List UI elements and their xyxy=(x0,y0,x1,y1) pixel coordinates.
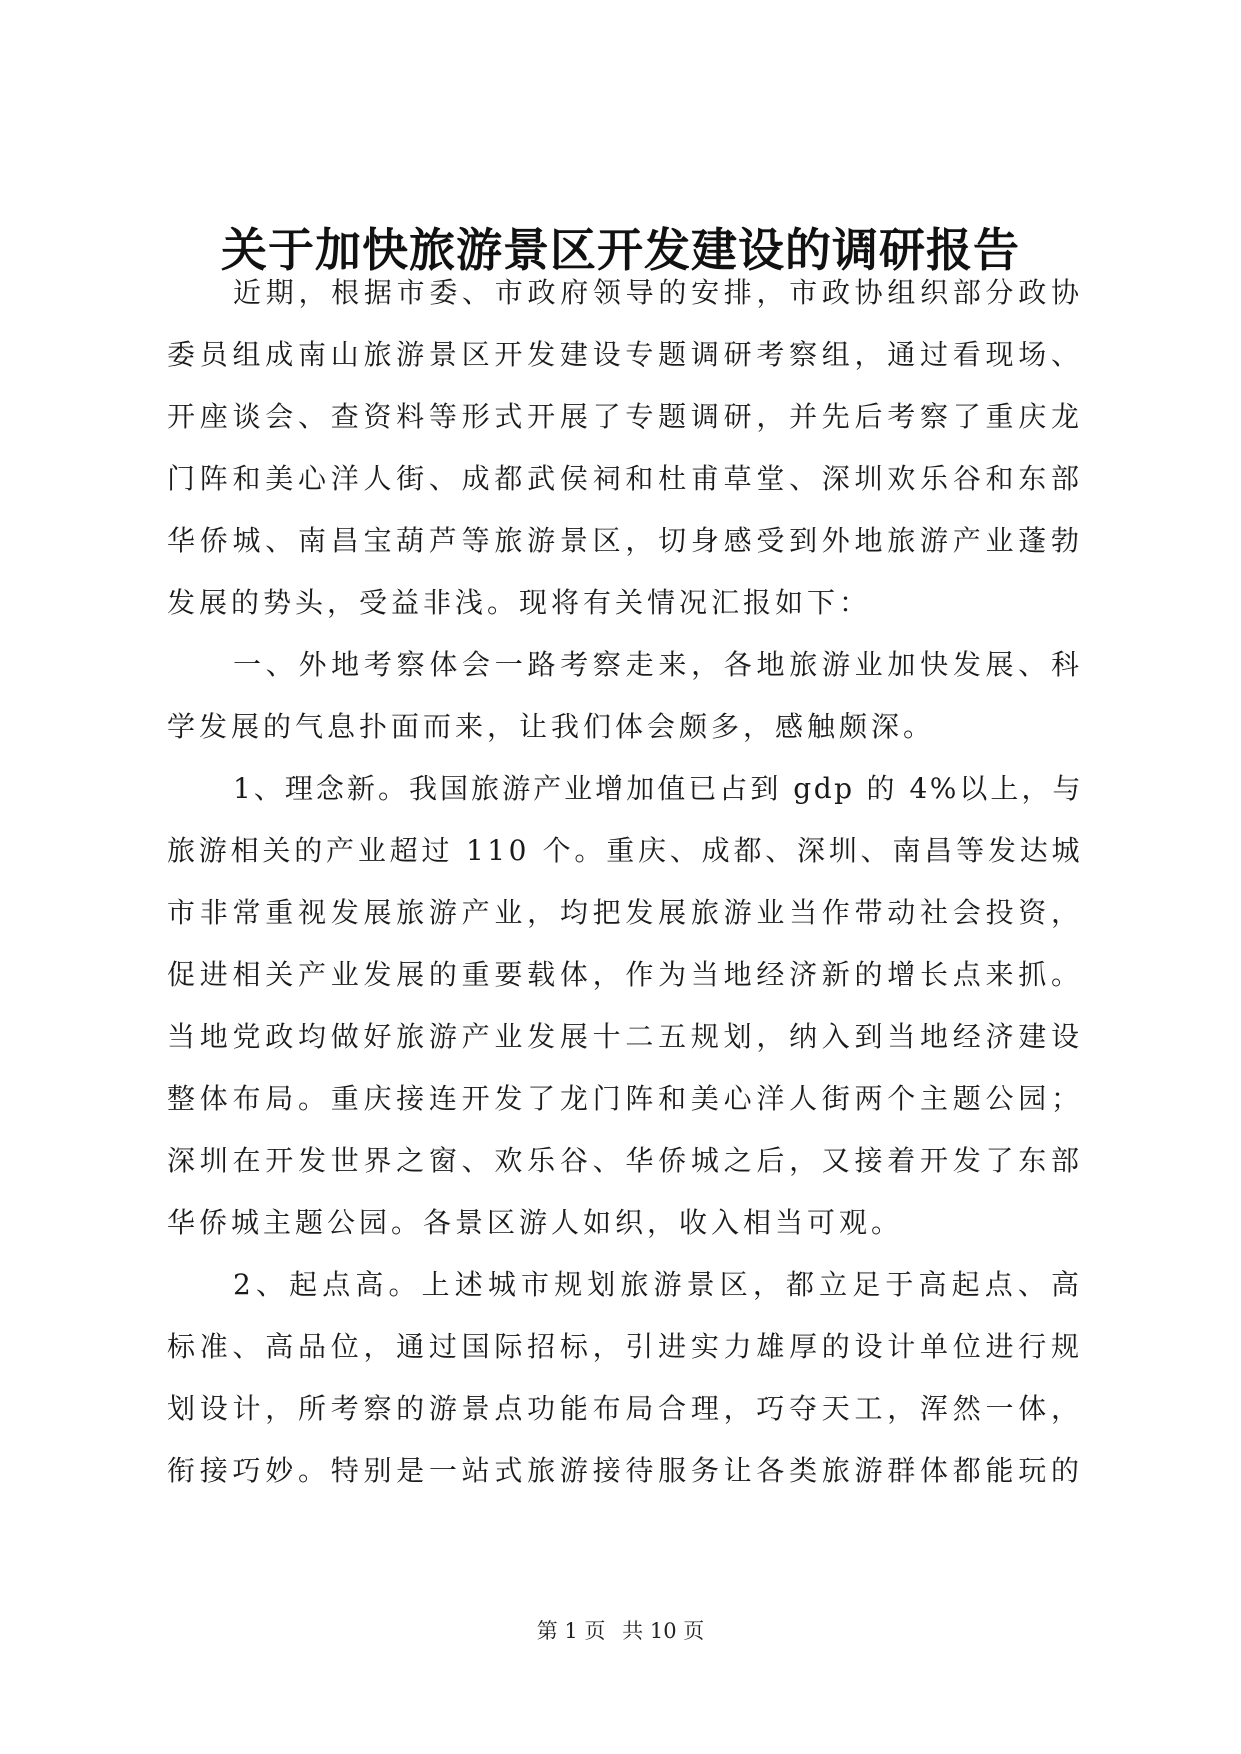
page-footer xyxy=(0,1617,1241,1645)
paragraph-line: 近期，根据市委、市政府领导的安排，市政协组织部分政协 xyxy=(233,276,1083,309)
paragraph xyxy=(167,1254,1083,1502)
paragraph-line: 市非常重视发展旅游产业，均把发展旅游业当作带动社会投资， xyxy=(167,896,1083,929)
paragraph-line: 衔接巧妙。特别是一站式旅游接待服务让各类旅游群体都能玩的 xyxy=(167,1454,1083,1487)
paragraph xyxy=(167,262,1083,634)
paragraph-line: 深圳在开发世界之窗、欢乐谷、华侨城之后，又接着开发了东部 xyxy=(167,1144,1083,1177)
paragraph-line: 当地党政均做好旅游产业发展十二五规划，纳入到当地经济建设 xyxy=(167,1020,1083,1053)
paragraph-line: 标准、高品位，通过国际招标，引进实力雄厚的设计单位进行规 xyxy=(167,1330,1083,1363)
paragraph-line: 发展的势头，受益非浅。现将有关情况汇报如下： xyxy=(167,586,872,619)
paragraph-line: 门阵和美心洋人街、成都武侯祠和杜甫草堂、深圳欢乐谷和东部 xyxy=(167,462,1083,495)
paragraph-line: 整体布局。重庆接连开发了龙门阵和美心洋人街两个主题公园； xyxy=(167,1082,1083,1115)
paragraph-line: 委员组成南山旅游景区开发建设专题调研考察组，通过看现场、 xyxy=(167,338,1083,371)
paragraph-line: 开座谈会、查资料等形式开展了专题调研，并先后考察了重庆龙 xyxy=(167,400,1083,433)
page-number: 第 1 页 xyxy=(536,1619,606,1643)
document-title: 关于加快旅游景区开发建设的调研报告 xyxy=(221,223,1020,277)
paragraph-line: 学发展的气息扑面而来，让我们体会颇多，感触颇深。 xyxy=(167,710,936,743)
paragraph xyxy=(167,634,1083,758)
paragraph-line: 2、起点高。上述城市规划旅游景区，都立足于高起点、高 xyxy=(233,1268,1083,1301)
paragraph-line: 旅游相关的产业超过 110 个。重庆、成都、深圳、南昌等发达城 xyxy=(167,834,1083,867)
paragraph-line: 促进相关产业发展的重要载体，作为当地经济新的增长点来抓。 xyxy=(167,958,1083,991)
page-total: 共 10 页 xyxy=(622,1619,705,1643)
paragraph-line: 华侨城、南昌宝葫芦等旅游景区，切身感受到外地旅游产业蓬勃 xyxy=(167,524,1083,557)
paragraph xyxy=(167,758,1083,1254)
document-body xyxy=(167,262,1083,1502)
paragraph-line: 一、外地考察体会一路考察走来，各地旅游业加快发展、科 xyxy=(233,648,1083,681)
paragraph-line: 划设计，所考察的游景点功能布局合理，巧夺天工，浑然一体， xyxy=(167,1392,1083,1425)
paragraph-line: 1、理念新。我国旅游产业增加值已占到 gdp 的 4%以上，与 xyxy=(233,772,1083,805)
paragraph-line: 华侨城主题公园。各景区游人如织，收入相当可观。 xyxy=(167,1206,904,1239)
